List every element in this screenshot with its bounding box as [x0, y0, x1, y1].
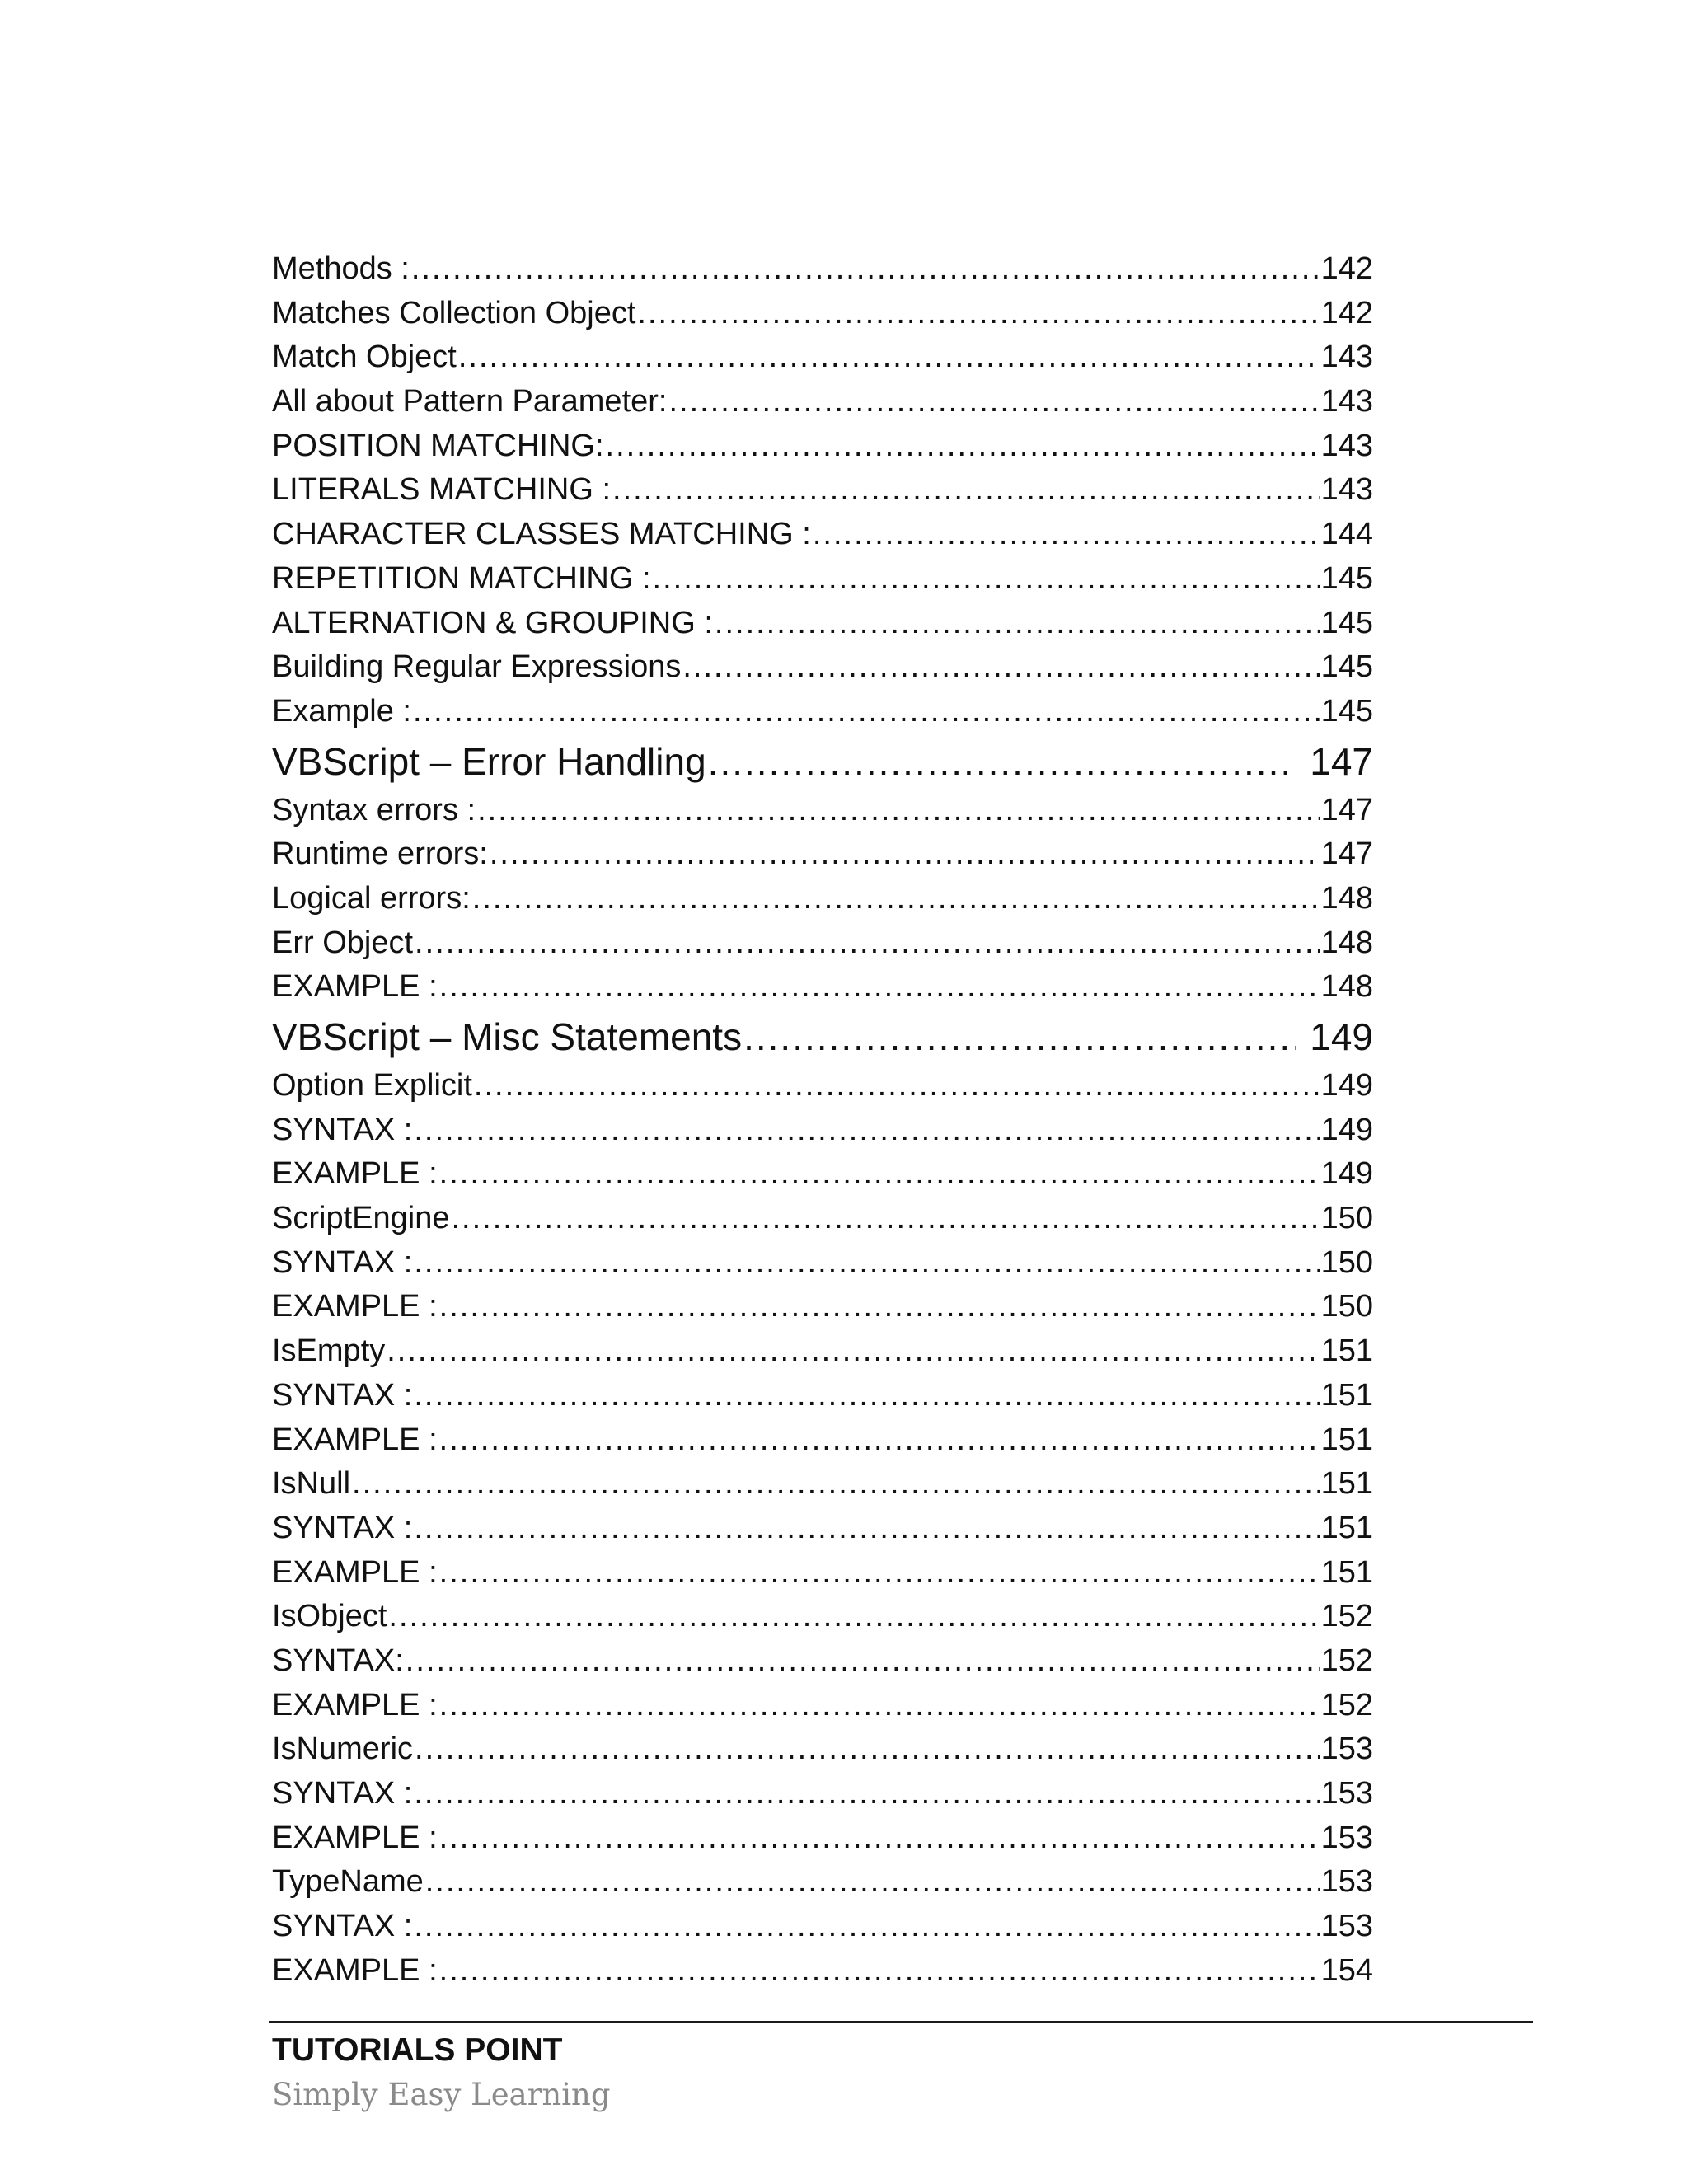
toc-page-number: 145 — [1320, 560, 1373, 596]
toc-dot-leader — [439, 1551, 1320, 1596]
toc-entry[interactable] — [272, 1639, 1373, 1684]
toc-entry[interactable] — [272, 1108, 1373, 1153]
toc-dot-leader — [668, 380, 1319, 424]
toc-entry-title: ALTERNATION & GROUPING : — [272, 605, 713, 640]
toc-page-number: 147 — [1320, 792, 1373, 827]
toc-entry[interactable] — [272, 921, 1373, 966]
toc-page-number: 147 — [1320, 837, 1373, 872]
toc-entry-title: Example : — [272, 693, 411, 729]
toc-page-number: 143 — [1320, 340, 1373, 375]
toc-dot-leader — [682, 645, 1319, 690]
toc-entry[interactable] — [272, 1772, 1373, 1816]
toc-entry-title: IsEmpty — [272, 1333, 386, 1369]
toc-dot-leader — [415, 1727, 1320, 1772]
toc-entry-title: IsNull — [272, 1466, 351, 1502]
toc-entry-title: REPETITION MATCHING : — [272, 560, 651, 596]
toc-page-number: 149 — [1320, 1112, 1373, 1147]
toc-dot-leader — [458, 335, 1320, 380]
toc-entry-title: EXAMPLE : — [272, 1820, 438, 1855]
toc-entry[interactable] — [272, 1905, 1373, 1949]
footer-divider — [269, 2021, 1533, 2023]
toc-entry-title: EXAMPLE : — [272, 969, 438, 1005]
toc-dot-leader — [439, 1285, 1320, 1329]
toc-entry-title: Runtime errors: — [272, 837, 488, 872]
toc-page-number: 152 — [1320, 1687, 1373, 1722]
toc-entry-title: Option Explicit — [272, 1068, 472, 1103]
toc-entry[interactable] — [272, 789, 1373, 833]
toc-entry[interactable] — [272, 645, 1373, 690]
toc-entry-title: TypeName — [272, 1864, 424, 1900]
toc-entry[interactable] — [272, 1507, 1373, 1551]
toc-page-number: 143 — [1320, 472, 1373, 508]
toc-entry-title: Match Object — [272, 340, 457, 375]
toc-page-number: 145 — [1320, 649, 1373, 685]
toc-page-number: 150 — [1320, 1244, 1373, 1280]
toc-dot-leader — [388, 1595, 1319, 1639]
toc-entry[interactable] — [272, 1727, 1373, 1772]
toc-entry[interactable] — [272, 1064, 1373, 1108]
toc-dot-leader — [411, 247, 1320, 292]
toc-entry-title: VBScript – Misc Statements — [272, 1015, 743, 1058]
toc-entry[interactable] — [272, 380, 1373, 424]
toc-dot-leader — [413, 690, 1320, 734]
toc-entry-title: Methods : — [272, 251, 410, 286]
toc-dot-leader — [414, 1507, 1319, 1551]
toc-page-number: 149 — [1310, 1015, 1373, 1058]
toc-page-number: 152 — [1320, 1643, 1373, 1678]
toc-entry[interactable] — [272, 513, 1373, 557]
toc-dot-leader — [439, 1816, 1320, 1861]
toc-entry-title: EXAMPLE : — [272, 1687, 438, 1722]
toc-entry[interactable] — [272, 247, 1373, 292]
toc-dot-leader — [813, 513, 1320, 557]
toc-entry-title: All about Pattern Parameter: — [272, 384, 668, 419]
footer-tagline: Simply Easy Learning — [272, 2077, 611, 2112]
toc-entry[interactable] — [272, 1462, 1373, 1507]
toc-page-number: 153 — [1320, 1864, 1373, 1900]
toc-dot-leader — [477, 789, 1320, 833]
toc-page-number: 143 — [1320, 384, 1373, 419]
toc-dot-leader — [387, 1329, 1319, 1374]
toc-entry-title: SYNTAX: — [272, 1643, 404, 1678]
toc-dot-leader — [414, 1772, 1319, 1816]
toc-entry[interactable] — [272, 1329, 1373, 1374]
toc-page-number: 151 — [1320, 1510, 1373, 1545]
toc-entry[interactable] — [272, 1374, 1373, 1418]
toc-entry-title: SYNTAX : — [272, 1510, 413, 1545]
toc-dot-leader — [439, 1949, 1320, 1994]
toc-page-number: 145 — [1320, 693, 1373, 729]
toc-entry[interactable] — [272, 1816, 1373, 1861]
toc-page-number: 151 — [1320, 1422, 1373, 1457]
toc-entry-title: SYNTAX : — [272, 1909, 413, 1944]
toc-entry[interactable] — [272, 424, 1373, 469]
toc-entry[interactable] — [272, 965, 1373, 1010]
toc-heading[interactable] — [272, 734, 1373, 789]
toc-dot-leader — [451, 1197, 1319, 1241]
toc-dot-leader — [708, 734, 1297, 789]
toc-entry-title: EXAMPLE : — [272, 1156, 438, 1192]
toc-entry-title: EXAMPLE : — [272, 1422, 438, 1457]
toc-entry-title: SYNTAX : — [272, 1244, 413, 1280]
toc-dot-leader — [472, 877, 1320, 921]
toc-dot-leader — [474, 1064, 1320, 1108]
toc-page-number: 153 — [1320, 1776, 1373, 1811]
toc-page-number: 151 — [1320, 1333, 1373, 1369]
toc-page-number: 148 — [1320, 969, 1373, 1005]
toc-page-number: 149 — [1320, 1156, 1373, 1192]
toc-entry-title: POSITION MATCHING: — [272, 428, 604, 463]
toc-entry[interactable] — [272, 557, 1373, 602]
toc-entry[interactable] — [272, 1152, 1373, 1197]
toc-entry[interactable] — [272, 1418, 1373, 1463]
toc-entry-title: LITERALS MATCHING : — [272, 472, 612, 508]
toc-page-number: 149 — [1320, 1068, 1373, 1103]
toc-page-number: 152 — [1320, 1599, 1373, 1634]
toc-page-number: 142 — [1320, 251, 1373, 286]
toc-entry-title: VBScript – Error Handling — [272, 739, 706, 783]
toc-entry[interactable] — [272, 335, 1373, 380]
toc-entry-title: EXAMPLE : — [272, 1289, 438, 1324]
toc-dot-leader — [414, 1374, 1319, 1418]
toc-dot-leader — [439, 1418, 1320, 1463]
toc-entry-title: IsObject — [272, 1599, 387, 1634]
toc-entry-title: Logical errors: — [272, 880, 471, 916]
toc-dot-leader — [414, 1108, 1319, 1153]
toc-entry[interactable] — [272, 1551, 1373, 1596]
toc-entry-title: Err Object — [272, 925, 414, 960]
toc-entry[interactable] — [272, 1860, 1373, 1905]
toc-page-number: 143 — [1320, 428, 1373, 463]
toc-dot-leader — [414, 1905, 1319, 1949]
toc-dot-leader — [439, 965, 1320, 1010]
toc-entry[interactable] — [272, 1684, 1373, 1728]
toc-page-number: 142 — [1320, 295, 1373, 330]
toc-page-number: 147 — [1310, 739, 1373, 783]
toc-entry[interactable] — [272, 1595, 1373, 1639]
toc-dot-leader — [439, 1152, 1320, 1197]
toc-page-number: 153 — [1320, 1820, 1373, 1855]
toc-entry-title: Syntax errors : — [272, 792, 476, 827]
toc-entry-title: ScriptEngine — [272, 1201, 450, 1236]
toc-entry-title: Matches Collection Object — [272, 295, 636, 330]
toc-entry-title: Building Regular Expressions — [272, 649, 682, 685]
toc-heading[interactable] — [272, 1010, 1373, 1064]
toc-dot-leader — [653, 557, 1320, 602]
toc-dot-leader — [743, 1010, 1296, 1064]
toc-entry[interactable] — [272, 877, 1373, 921]
toc-dot-leader — [406, 1639, 1320, 1684]
toc-dot-leader — [490, 832, 1320, 877]
toc-page-number: 151 — [1320, 1466, 1373, 1502]
toc-page-number: 144 — [1320, 517, 1373, 552]
toc-page-number: 148 — [1320, 925, 1373, 960]
toc-page-number: 153 — [1320, 1732, 1373, 1767]
toc-dot-leader — [415, 921, 1320, 966]
toc-entry[interactable] — [272, 1241, 1373, 1286]
toc-entry[interactable] — [272, 602, 1373, 646]
toc-dot-leader — [637, 292, 1319, 336]
toc-dot-leader — [414, 1241, 1319, 1286]
toc-entry-title: EXAMPLE : — [272, 1554, 438, 1590]
toc-entry[interactable] — [272, 690, 1373, 734]
toc-page-number: 153 — [1320, 1909, 1373, 1944]
table-of-contents — [272, 247, 1373, 1993]
toc-entry-title: IsNumeric — [272, 1732, 414, 1767]
toc-entry-title: EXAMPLE : — [272, 1952, 438, 1988]
toc-dot-leader — [606, 424, 1320, 469]
toc-page-number: 151 — [1320, 1377, 1373, 1413]
toc-dot-leader — [425, 1860, 1320, 1905]
toc-dot-leader — [715, 602, 1320, 646]
toc-dot-leader — [439, 1684, 1320, 1728]
toc-entry-title: SYNTAX : — [272, 1776, 413, 1811]
toc-entry[interactable] — [272, 468, 1373, 513]
toc-entry[interactable] — [272, 292, 1373, 336]
toc-entry[interactable] — [272, 1285, 1373, 1329]
toc-entry[interactable] — [272, 1197, 1373, 1241]
toc-dot-leader — [352, 1462, 1320, 1507]
toc-dot-leader — [612, 468, 1320, 513]
toc-page-number: 150 — [1320, 1201, 1373, 1236]
toc-entry[interactable] — [272, 832, 1373, 877]
toc-entry-title: CHARACTER CLASSES MATCHING : — [272, 517, 811, 552]
toc-page-number: 151 — [1320, 1554, 1373, 1590]
toc-entry-title: SYNTAX : — [272, 1112, 413, 1147]
toc-page-number: 148 — [1320, 880, 1373, 916]
toc-page-number: 150 — [1320, 1289, 1373, 1324]
footer-brand: TUTORIALS POINT — [272, 2032, 563, 2068]
toc-entry[interactable] — [272, 1949, 1373, 1994]
toc-page-number: 154 — [1320, 1952, 1373, 1988]
toc-entry-title: SYNTAX : — [272, 1377, 413, 1413]
toc-page-number: 145 — [1320, 605, 1373, 640]
